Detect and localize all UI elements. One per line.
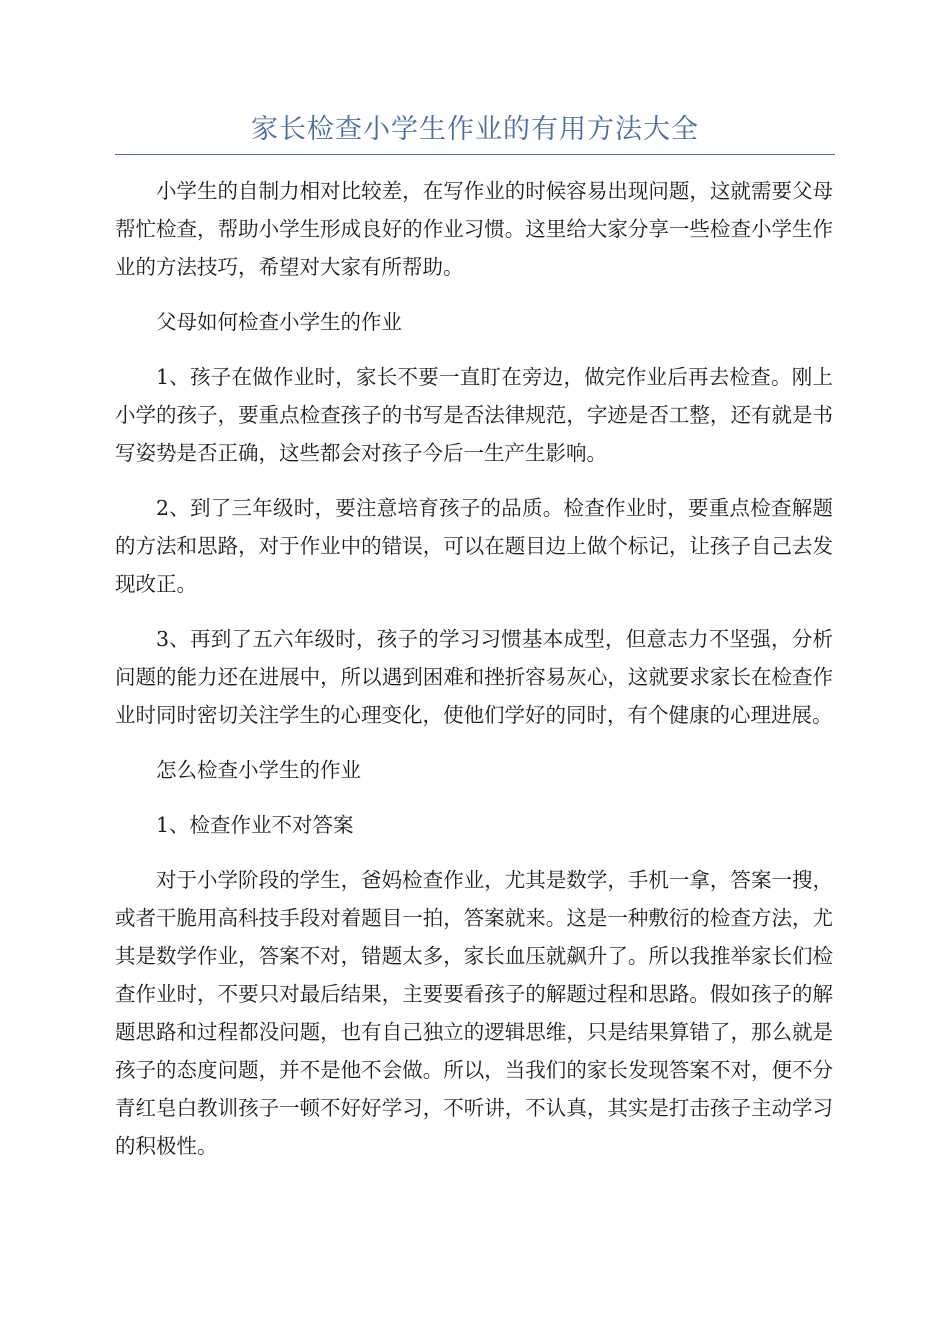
intro-paragraph: 小学生的自制力相对比较差，在写作业的时候容易出现问题，这就需要父母帮忙检查，帮助小学生形成良好的作业习惯。这里给大家分享一些检查小学生作业的方法技巧，希望对大家有所帮助。 (115, 179, 833, 279)
subheading-no-answer-checking: 1、检查作业不对答案 (156, 813, 354, 837)
body-paragraph-answers: 对于小学阶段的学生，爸妈检查作业，尤其是数学，手机一拿，答案一搜，或者干脆用高科技手段对着题目一拍，答案就来。这是一种敷衍的检查方法，尤其是数学作业，答案不对，错题太多，家长血压就飙升了。所以我推举家长们检查作业时，不要只对最后结果，主要要看孩子的解题过程和思路。假如孩子的解题思路和过程都没问题，也有自己独立的逻辑思维，只是结果算错了，那么就是孩子的态度问题，并不是他不会做。所以，当我们的家长发现答案不对，便不分青红皂白教训孩子一顿不好好学习，不听讲，不认真，其实是打击孩子主动学习的积极性。 (115, 868, 833, 1158)
point-1-paragraph: 1、孩子在做作业时，家长不要一直盯在旁边，做完作业后再去检查。刚上小学的孩子，要重点检查孩子的书写是否法律规范，字迹是否工整，还有就是书写姿势是否正确，这些都会对孩子今后一生产生影响。 (115, 365, 833, 465)
document-body (115, 172, 833, 1182)
section-heading-how-to-check: 怎么检查小学生的作业 (156, 758, 361, 782)
document-title: 家长检查小学生作业的有用方法大全 (251, 114, 699, 145)
title-block (115, 110, 835, 155)
point-3-paragraph: 3、再到了五六年级时，孩子的学习习惯基本成型，但意志力不坚强，分析问题的能力还在进展中，所以遇到困难和挫折容易灰心，这就要求家长在检查作业时同时密切关注学生的心理变化，使他们学好的同时，有个健康的心理进展。 (115, 627, 833, 727)
point-2-paragraph: 2、到了三年级时，要注意培育孩子的品质。检查作业时，要重点检查解题的方法和思路，对于作业中的错误，可以在题目边上做个标记，让孩子自己去发现改正。 (115, 496, 833, 596)
section-heading-how-parents-check: 父母如何检查小学生的作业 (156, 310, 402, 334)
